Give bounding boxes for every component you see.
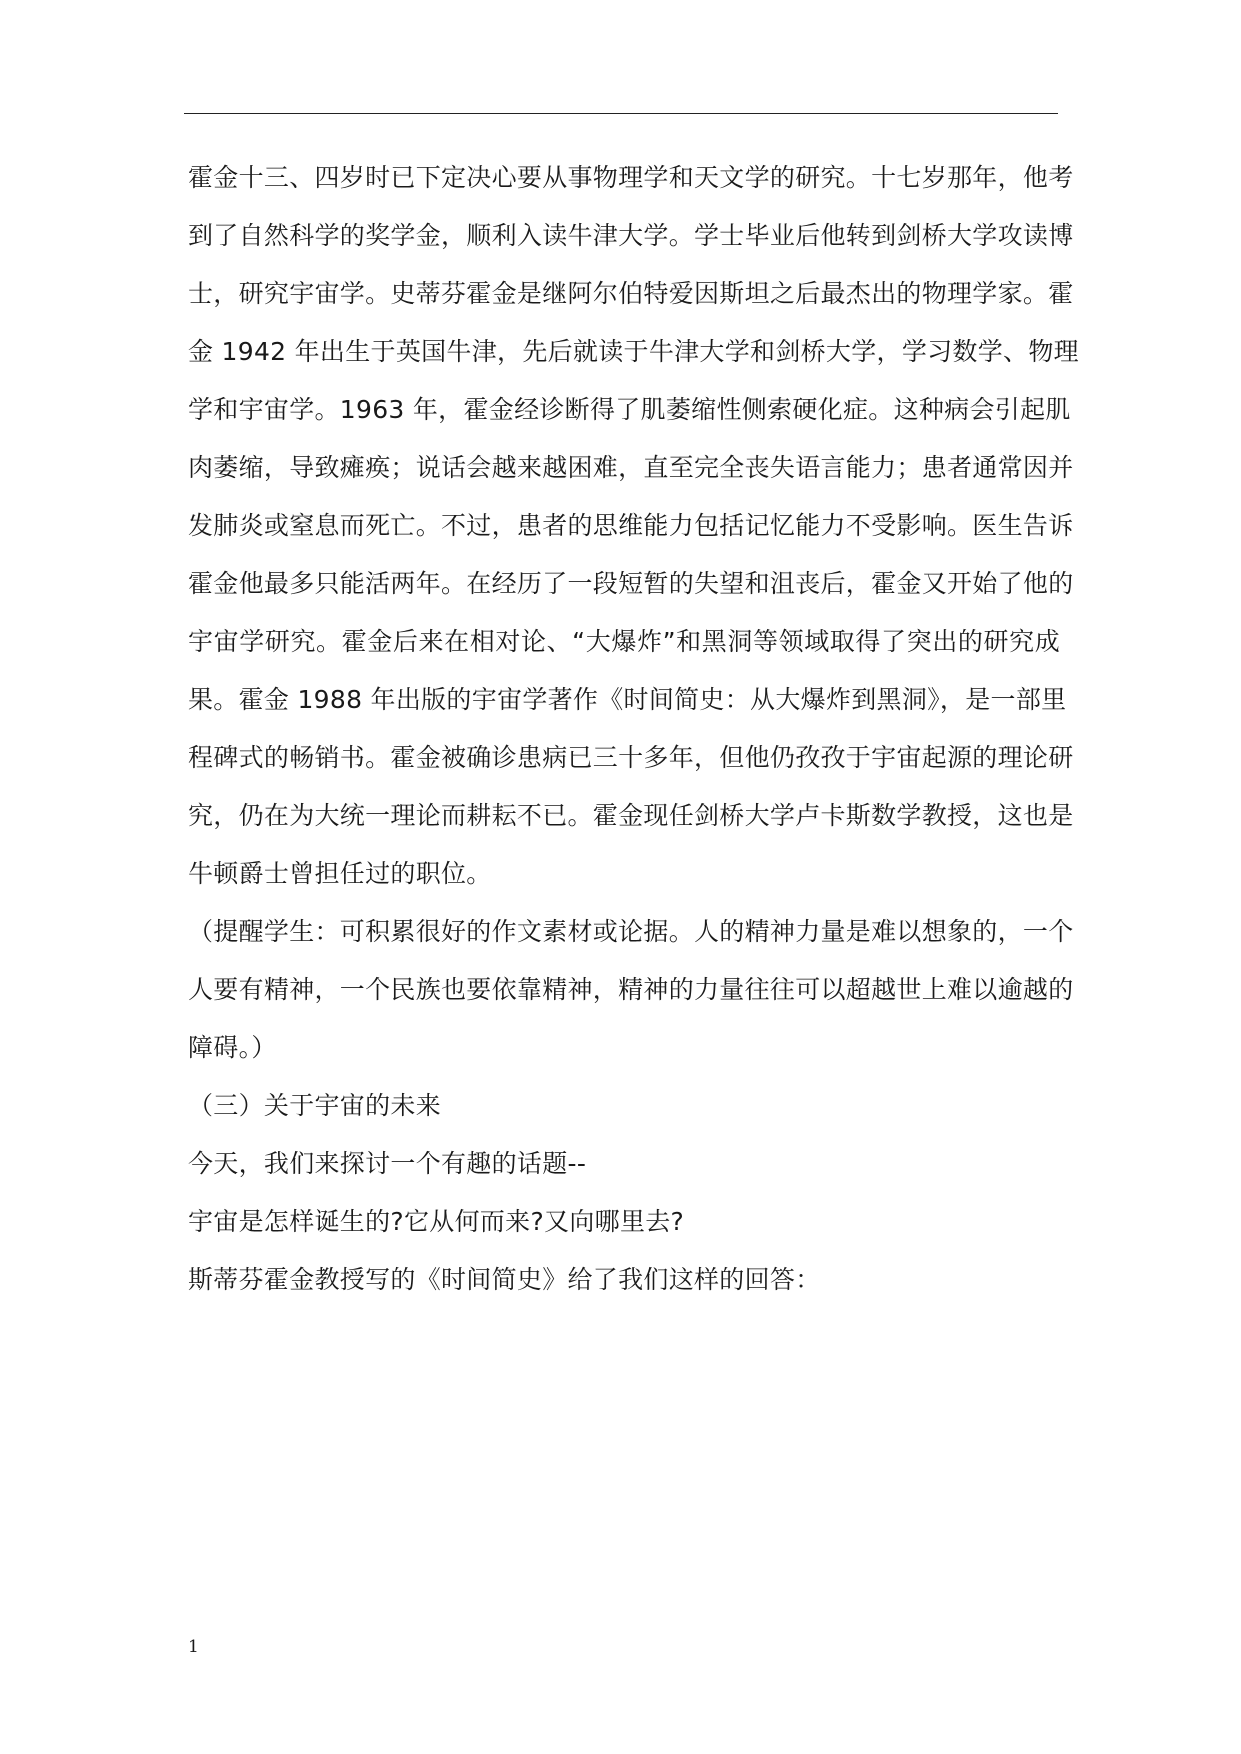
text-line: 金 1942 年出生于英国牛津，先后就读于牛津大学和剑桥大学，学习数学、物理 <box>188 337 1079 366</box>
text-line: 障碍。） <box>188 1033 277 1062</box>
text-line: 宇宙学研究。霍金后来在相对论、“大爆炸”和黑洞等领域取得了突出的研究成 <box>188 627 1060 656</box>
text-line: 人要有精神，一个民族也要依靠精神，精神的力量往往可以超越世上难以逾越的 <box>188 975 1074 1004</box>
text-line: 学和宇宙学。1963 年，霍金经诊断得了肌萎缩性侧索硬化症。这种病会引起肌 <box>188 395 1071 424</box>
header-rule <box>184 113 1058 114</box>
paragraph-book-answer: 斯蒂芬霍金教授写的《时间简史》给了我们这样的回答： <box>188 1265 821 1294</box>
paragraph-questions: 宇宙是怎样诞生的?它从何而来?又向哪里去? <box>188 1207 685 1236</box>
text-line: （提醒学生：可积累很好的作文素材或论据。人的精神力量是难以想象的，一个 <box>188 917 1074 946</box>
text-line: 到了自然科学的奖学金，顺利入读牛津大学。学士毕业后他转到剑桥大学攻读博 <box>188 221 1074 250</box>
text-line: 究，仍在为大统一理论而耕耘不已。霍金现任剑桥大学卢卡斯数学教授，这也是 <box>188 801 1074 830</box>
section-heading: （三）关于宇宙的未来 <box>188 1091 442 1120</box>
text-line: 果。霍金 1988 年出版的宇宙学著作《时间简史：从大爆炸到黑洞》，是一部里 <box>188 685 1067 714</box>
text-line: 霍金他最多只能活两年。在经历了一段短暂的失望和沮丧后，霍金又开始了他的 <box>188 569 1074 598</box>
text-line: 霍金十三、四岁时已下定决心要从事物理学和天文学的研究。十七岁那年，他考 <box>188 163 1074 192</box>
page-number: 1 <box>188 1637 199 1657</box>
text-line: 牛顿爵士曾担任过的职位。 <box>188 859 492 888</box>
text-line: 肉萎缩，导致瘫痪；说话会越来越困难，直至完全丧失语言能力；患者通常因并 <box>188 453 1074 482</box>
text-line: 发肺炎或窒息而死亡。不过，患者的思维能力包括记忆能力不受影响。医生告诉 <box>188 511 1074 540</box>
text-line: 士，研究宇宙学。史蒂芬霍金是继阿尔伯特爱因斯坦之后最杰出的物理学家。霍 <box>188 279 1074 308</box>
paragraph-topic-intro: 今天，我们来探讨一个有趣的话题-- <box>188 1149 587 1178</box>
text-line: 程碑式的畅销书。霍金被确诊患病已三十多年，但他仍孜孜于宇宙起源的理论研 <box>188 743 1074 772</box>
